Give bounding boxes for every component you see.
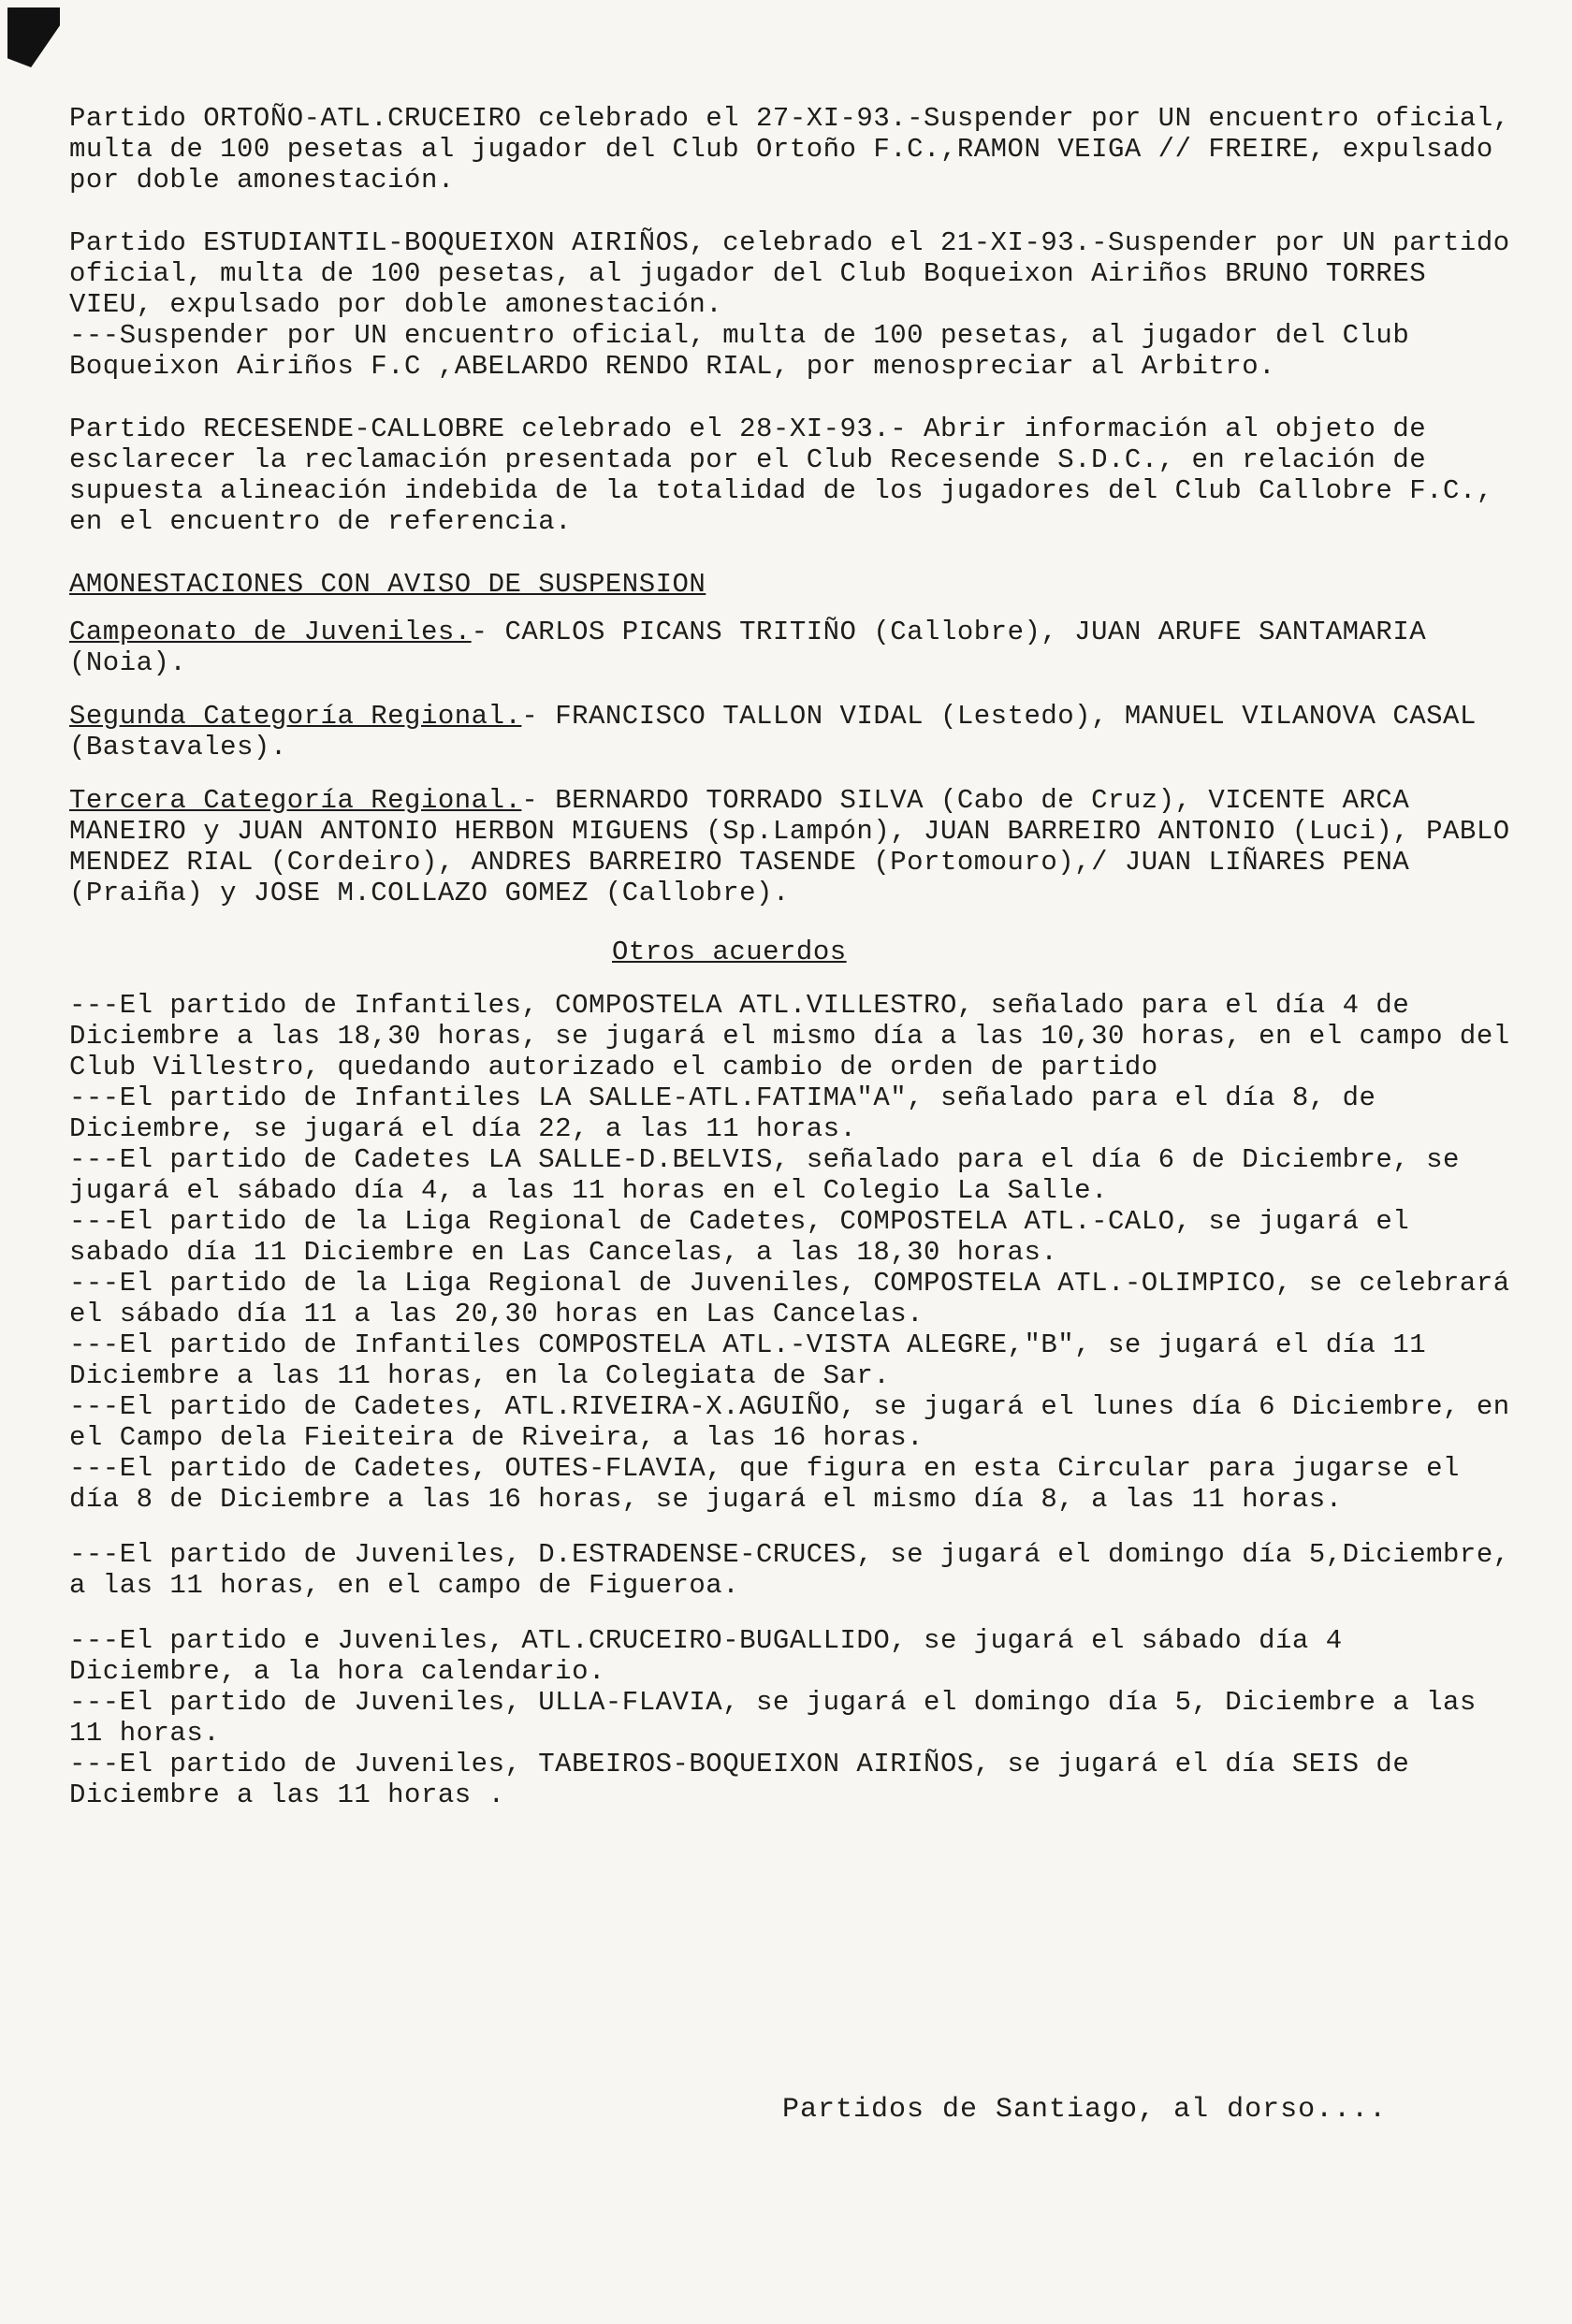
acuerdo-item: ---El partido e Juveniles, ATL.CRUCEIRO-BUGALLIDO, se jugará el sábado día 4 Diciembre, a la hora calendario. (69, 1625, 1360, 1687)
paragraph-recesende: Partido RECESENDE-CALLOBRE celebrado el 28-XI-93.- Abrir información al objeto de esclarecer la reclamación presentada por el Club Recesende S.D.C., en relación de supuesta alineación indebida de la totalidad de los jugadores del Club Callobre F.C., en el encuentro de referencia. (69, 414, 1510, 537)
category-label: Segunda Categoría Regional. (69, 701, 522, 732)
otros-acuerdos-list (69, 990, 1527, 1810)
otros-acuerdos-heading: Otros acuerdos (612, 937, 847, 967)
amonestaciones-juveniles (69, 617, 1510, 678)
paragraph-ortono: Partido ORTOÑO-ATL.CRUCEIRO celebrado el 27-XI-93.-Suspender por UN encuentro oficial, multa de 100 pesetas al jugador del Club Ortoño F.C.,RAMON VEIGA // FREIRE, expulsado por doble amonestación. (69, 103, 1527, 196)
paragraph-estudiantil: Partido ESTUDIANTIL-BOQUEIXON AIRIÑOS, celebrado el 21-XI-93.-Suspender por UN partido oficial, multa de 100 pesetas, al jugador del Club Boqueixon Airiños BRUNO TORRES VIEU, expulsado por doble amonestación. ---Suspender por UN encuentro oficial, multa de 100 pesetas, al jugador del Club Boqueixon Airiños F.C ,ABELARDO RENDO RIAL, por menospreciar al Arbitro. (69, 227, 1510, 382)
document-body (69, 103, 1527, 1810)
category-label: Campeonato de Juveniles. (69, 617, 472, 647)
corner-mark (7, 7, 60, 67)
category-players: - BERNARDO TORRADO SILVA (Cabo de Cruz), VICENTE ARCA MANEIRO y JUAN ANTONIO HERBON MIGUENS (Sp.Lampón), JUAN BARREIRO ANTONIO (Luci), PABLO MENDEZ RIAL (Cordeiro), ANDRES BARREIRO TASENDE (Portomouro),/ JUAN LIÑARES PENA (Praiña) y JOSE M.COLLAZO GOMEZ (Callobre). (69, 785, 1527, 908)
category-players: - FRANCISCO TALLON VIDAL (Lestedo), MANUEL VILANOVA CASAL (Bastavales). (69, 701, 1493, 763)
acuerdo-item: ---El partido de Cadetes LA SALLE-D.BELVIS, señalado para el día 6 de Diciembre, se jugará el sábado día 4, a las 11 horas en el Colegio La Salle. (69, 1144, 1477, 1206)
amonestaciones-tercera (69, 785, 1527, 908)
acuerdo-item: ---El partido de Infantiles LA SALLE-ATL.FATIMA"A", señalado para el día 8, de Diciembre, se jugará el día 22, a las 11 horas. (69, 1082, 1393, 1144)
acuerdo-item: ---El partido de Infantiles COMPOSTELA ATL.-VISTA ALEGRE,"B", se jugará el día 11 Diciembre a las 11 horas, en la Colegiata de Sar. (69, 1329, 1444, 1391)
category-players: - CARLOS PICANS TRITIÑO (Callobre), JUAN ARUFE SANTAMARIA (Noia). (69, 617, 1444, 678)
acuerdo-item: ---El partido de Juveniles, TABEIROS-BOQUEIXON AIRIÑOS, se jugará el día SEIS de Diciembre a las 11 horas . (69, 1749, 1427, 1810)
acuerdo-item: ---El partido de la Liga Regional de Juveniles, COMPOSTELA ATL.-OLIMPICO, se celebrará el sábado día 11 a las 20,30 horas en Las Cancelas. (69, 1268, 1527, 1329)
acuerdo-item: ---El partido de la Liga Regional de Cadetes, COMPOSTELA ATL.-CALO, se jugará el sabado día 11 Diciembre en Las Cancelas, a las 18,30 horas. (69, 1206, 1427, 1268)
acuerdo-item: ---El partido de Cadetes, OUTES-FLAVIA, que figura en esta Circular para jugarse el día 8 de Diciembre a las 16 horas, se jugará el mismo día 8, a las 11 horas. (69, 1453, 1477, 1515)
acuerdo-item: ---El partido de Juveniles, ULLA-FLAVIA, se jugará el domingo día 5, Diciembre a las 11 horas. (69, 1687, 1493, 1749)
category-label: Tercera Categoría Regional. (69, 785, 522, 816)
footer-note: Partidos de Santiago, al dorso.... (782, 2094, 1388, 2126)
acuerdo-item: ---El partido de Infantiles, COMPOSTELA ATL.VILLESTRO, señalado para el día 4 de Diciembre a las 18,30 horas, se jugará el mismo día a las 10,30 horas, en el campo del Club Villestro, quedando autorizado el cambio de orden de partido (69, 990, 1527, 1082)
acuerdo-item: ---El partido de Juveniles, D.ESTRADENSE-CRUCES, se jugará el domingo día 5,Diciembre, a las 11 horas, en el campo de Figueroa. (69, 1539, 1527, 1601)
amonestaciones-heading: AMONESTACIONES CON AVISO DE SUSPENSION (69, 569, 706, 600)
amonestaciones-segunda (69, 701, 1510, 763)
acuerdo-item: ---El partido de Cadetes, ATL.RIVEIRA-X.AGUIÑO, se jugará el lunes día 6 Diciembre, en el Campo dela Fieiteira de Riveira, a las 16 horas. (69, 1391, 1527, 1453)
